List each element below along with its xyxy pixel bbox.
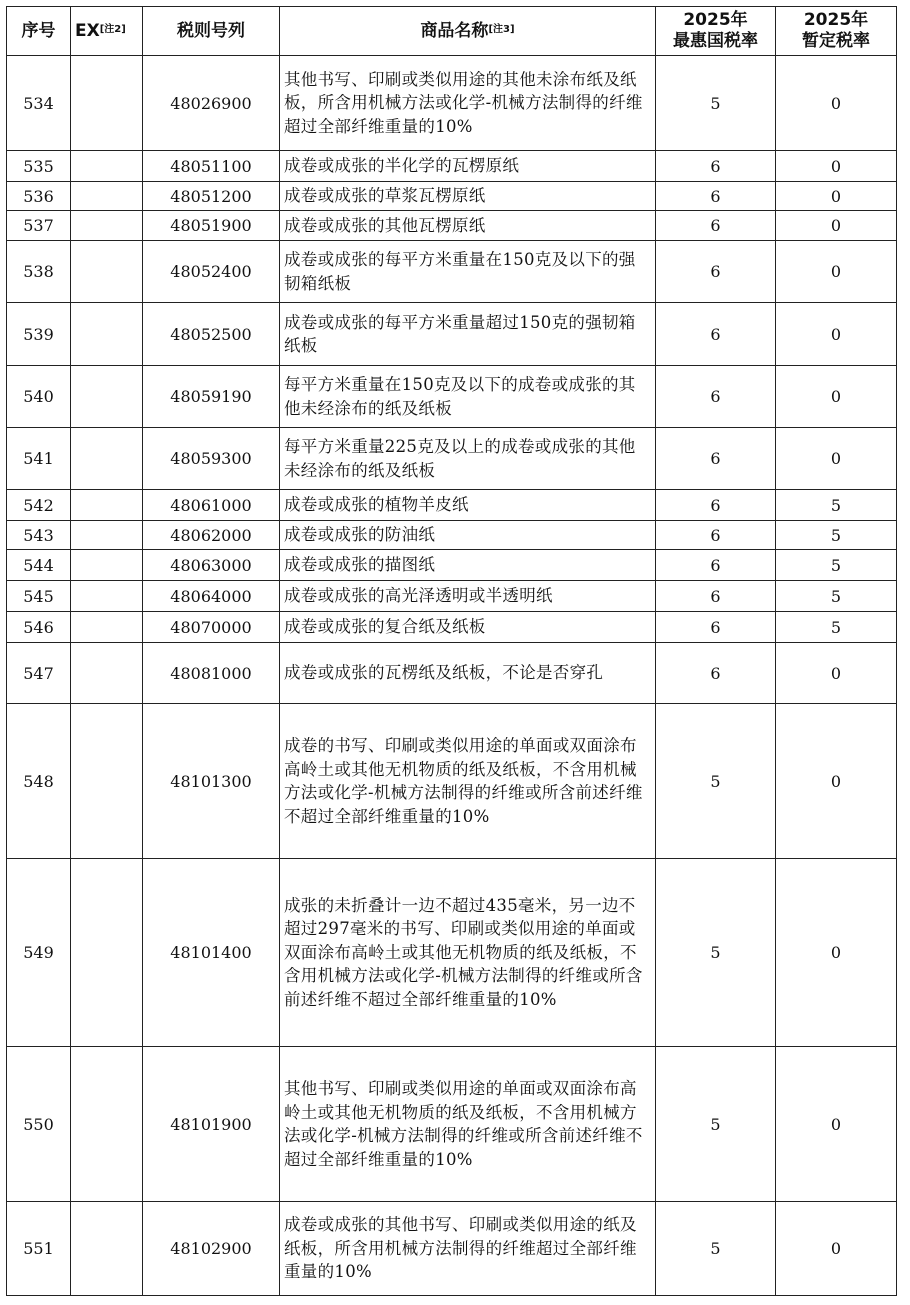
cell-code: 48102900 bbox=[143, 1202, 280, 1296]
cell-code: 48026900 bbox=[143, 56, 280, 151]
header-row bbox=[7, 7, 897, 56]
cell-seq: 535 bbox=[7, 151, 71, 182]
cell-mfn-rate: 6 bbox=[656, 211, 776, 241]
cell-code: 48051900 bbox=[143, 211, 280, 241]
table-body bbox=[7, 56, 897, 1296]
cell-mfn-rate: 6 bbox=[656, 581, 776, 612]
table-row bbox=[7, 643, 897, 704]
cell-seq: 543 bbox=[7, 521, 71, 550]
cell-provisional-rate: 5 bbox=[776, 521, 897, 550]
cell-provisional-rate: 5 bbox=[776, 581, 897, 612]
cell-code: 48051100 bbox=[143, 151, 280, 182]
cell-provisional-rate: 0 bbox=[776, 859, 897, 1047]
header-name-note: [注3] bbox=[488, 23, 515, 35]
table-row bbox=[7, 704, 897, 859]
cell-name: 成卷或成张的半化学的瓦楞原纸 bbox=[280, 151, 656, 182]
table-row bbox=[7, 366, 897, 428]
table-row bbox=[7, 1202, 897, 1296]
cell-name: 成卷或成张的其他瓦楞原纸 bbox=[280, 211, 656, 241]
cell-seq: 549 bbox=[7, 859, 71, 1047]
table-row bbox=[7, 303, 897, 366]
cell-provisional-rate: 0 bbox=[776, 1047, 897, 1202]
cell-mfn-rate: 6 bbox=[656, 428, 776, 490]
cell-mfn-rate: 6 bbox=[656, 182, 776, 211]
header-provisional-rate bbox=[776, 7, 897, 56]
cell-seq: 546 bbox=[7, 612, 71, 643]
cell-name: 成卷或成张的防油纸 bbox=[280, 521, 656, 550]
table-row bbox=[7, 550, 897, 581]
cell-name: 每平方米重量225克及以上的成卷或成张的其他未经涂布的纸及纸板 bbox=[280, 428, 656, 490]
cell-mfn-rate: 6 bbox=[656, 303, 776, 366]
cell-code: 48081000 bbox=[143, 643, 280, 704]
cell-mfn-rate: 6 bbox=[656, 612, 776, 643]
cell-mfn-rate: 6 bbox=[656, 521, 776, 550]
cell-ex bbox=[71, 612, 143, 643]
cell-code: 48101400 bbox=[143, 859, 280, 1047]
cell-name: 成卷或成张的每平方米重量超过150克的强韧箱纸板 bbox=[280, 303, 656, 366]
cell-provisional-rate: 5 bbox=[776, 612, 897, 643]
cell-name: 成卷或成张的描图纸 bbox=[280, 550, 656, 581]
cell-mfn-rate: 6 bbox=[656, 366, 776, 428]
table-row bbox=[7, 490, 897, 521]
cell-code: 48062000 bbox=[143, 521, 280, 550]
cell-name: 其他书写、印刷或类似用途的其他未涂布纸及纸板，所含用机械方法或化学-机械方法制得的纤维超过全部纤维重量的10% bbox=[280, 56, 656, 151]
cell-mfn-rate: 5 bbox=[656, 704, 776, 859]
table-row bbox=[7, 56, 897, 151]
cell-ex bbox=[71, 151, 143, 182]
cell-ex bbox=[71, 211, 143, 241]
cell-name: 成卷或成张的其他书写、印刷或类似用途的纸及纸板，所含用机械方法制得的纤维超过全部纤维重量的10% bbox=[280, 1202, 656, 1296]
cell-mfn-rate: 6 bbox=[656, 490, 776, 521]
cell-provisional-rate: 0 bbox=[776, 428, 897, 490]
header-seq: 序号 bbox=[7, 7, 71, 56]
cell-name: 成卷的书写、印刷或类似用途的单面或双面涂布高岭土或其他无机物质的纸及纸板，不含用机械方法或化学-机械方法制得的纤维或所含前述纤维不超过全部纤维重量的10% bbox=[280, 704, 656, 859]
cell-seq: 538 bbox=[7, 241, 71, 303]
cell-seq: 534 bbox=[7, 56, 71, 151]
cell-code: 48064000 bbox=[143, 581, 280, 612]
tariff-table bbox=[6, 6, 897, 1296]
cell-ex bbox=[71, 428, 143, 490]
cell-provisional-rate: 0 bbox=[776, 1202, 897, 1296]
cell-code: 48101900 bbox=[143, 1047, 280, 1202]
cell-ex bbox=[71, 1202, 143, 1296]
cell-seq: 539 bbox=[7, 303, 71, 366]
cell-seq: 550 bbox=[7, 1047, 71, 1202]
cell-seq: 551 bbox=[7, 1202, 71, 1296]
cell-name: 成卷或成张的草浆瓦楞原纸 bbox=[280, 182, 656, 211]
cell-ex bbox=[71, 521, 143, 550]
cell-mfn-rate: 6 bbox=[656, 643, 776, 704]
cell-seq: 548 bbox=[7, 704, 71, 859]
cell-mfn-rate: 5 bbox=[656, 1047, 776, 1202]
cell-ex bbox=[71, 704, 143, 859]
header-mfn-line2: 最惠国税率 bbox=[673, 31, 758, 51]
cell-provisional-rate: 0 bbox=[776, 56, 897, 151]
cell-provisional-rate: 0 bbox=[776, 182, 897, 211]
cell-name: 成卷或成张的高光泽透明或半透明纸 bbox=[280, 581, 656, 612]
cell-code: 48059190 bbox=[143, 366, 280, 428]
header-prov-line2: 暂定税率 bbox=[802, 31, 870, 51]
cell-ex bbox=[71, 490, 143, 521]
cell-seq: 547 bbox=[7, 643, 71, 704]
cell-ex bbox=[71, 1047, 143, 1202]
cell-ex bbox=[71, 581, 143, 612]
cell-provisional-rate: 0 bbox=[776, 704, 897, 859]
cell-name: 其他书写、印刷或类似用途的单面或双面涂布高岭土或其他无机物质的纸及纸板，不含用机械方法或化学-机械方法制得的纤维或所含前述纤维不超过全部纤维重量的10% bbox=[280, 1047, 656, 1202]
cell-provisional-rate: 0 bbox=[776, 366, 897, 428]
cell-seq: 540 bbox=[7, 366, 71, 428]
table-row bbox=[7, 612, 897, 643]
cell-mfn-rate: 6 bbox=[656, 550, 776, 581]
cell-code: 48070000 bbox=[143, 612, 280, 643]
cell-ex bbox=[71, 550, 143, 581]
cell-seq: 542 bbox=[7, 490, 71, 521]
cell-name: 成卷或成张的每平方米重量在150克及以下的强韧箱纸板 bbox=[280, 241, 656, 303]
cell-ex bbox=[71, 859, 143, 1047]
cell-name: 成张的未折叠计一边不超过435毫米，另一边不超过297毫米的书写、印刷或类似用途的单面或双面涂布高岭土或其他无机物质的纸及纸板，不含用机械方法或化学-机械方法制得的纤维或所含前述纤维不超过全部纤维重量的10% bbox=[280, 859, 656, 1047]
cell-seq: 541 bbox=[7, 428, 71, 490]
header-ex bbox=[71, 7, 143, 56]
cell-ex bbox=[71, 182, 143, 211]
cell-provisional-rate: 0 bbox=[776, 241, 897, 303]
table-row bbox=[7, 182, 897, 211]
cell-provisional-rate: 5 bbox=[776, 550, 897, 581]
cell-ex bbox=[71, 303, 143, 366]
cell-provisional-rate: 0 bbox=[776, 211, 897, 241]
cell-ex bbox=[71, 241, 143, 303]
cell-seq: 545 bbox=[7, 581, 71, 612]
header-name bbox=[280, 7, 656, 56]
cell-ex bbox=[71, 56, 143, 151]
cell-seq: 537 bbox=[7, 211, 71, 241]
table-row bbox=[7, 211, 897, 241]
cell-ex bbox=[71, 643, 143, 704]
cell-mfn-rate: 5 bbox=[656, 1202, 776, 1296]
table-row bbox=[7, 151, 897, 182]
cell-mfn-rate: 5 bbox=[656, 859, 776, 1047]
table-row bbox=[7, 428, 897, 490]
header-name-label: 商品名称 bbox=[420, 20, 489, 41]
cell-seq: 536 bbox=[7, 182, 71, 211]
table-row bbox=[7, 1047, 897, 1202]
table-row bbox=[7, 859, 897, 1047]
cell-seq: 544 bbox=[7, 550, 71, 581]
cell-code: 48101300 bbox=[143, 704, 280, 859]
header-prov-line1: 2025年 bbox=[803, 10, 869, 30]
cell-name: 成卷或成张的瓦楞纸及纸板，不论是否穿孔 bbox=[280, 643, 656, 704]
cell-ex bbox=[71, 366, 143, 428]
cell-mfn-rate: 5 bbox=[656, 56, 776, 151]
cell-name: 成卷或成张的复合纸及纸板 bbox=[280, 612, 656, 643]
cell-code: 48059300 bbox=[143, 428, 280, 490]
cell-code: 48061000 bbox=[143, 490, 280, 521]
header-code: 税则号列 bbox=[143, 7, 280, 56]
cell-mfn-rate: 6 bbox=[656, 241, 776, 303]
header-mfn-line1: 2025年 bbox=[683, 10, 748, 30]
cell-code: 48052500 bbox=[143, 303, 280, 366]
cell-name: 每平方米重量在150克及以下的成卷或成张的其他未经涂布的纸及纸板 bbox=[280, 366, 656, 428]
cell-name: 成卷或成张的植物羊皮纸 bbox=[280, 490, 656, 521]
cell-mfn-rate: 6 bbox=[656, 151, 776, 182]
cell-provisional-rate: 0 bbox=[776, 643, 897, 704]
cell-code: 48052400 bbox=[143, 241, 280, 303]
header-mfn-rate bbox=[656, 7, 776, 56]
table-row bbox=[7, 581, 897, 612]
cell-provisional-rate: 5 bbox=[776, 490, 897, 521]
header-ex-note: [注2] bbox=[99, 23, 126, 35]
table-row bbox=[7, 521, 897, 550]
header-ex-label: EX bbox=[75, 20, 100, 41]
cell-provisional-rate: 0 bbox=[776, 151, 897, 182]
cell-code: 48063000 bbox=[143, 550, 280, 581]
cell-provisional-rate: 0 bbox=[776, 303, 897, 366]
table-row bbox=[7, 241, 897, 303]
cell-code: 48051200 bbox=[143, 182, 280, 211]
